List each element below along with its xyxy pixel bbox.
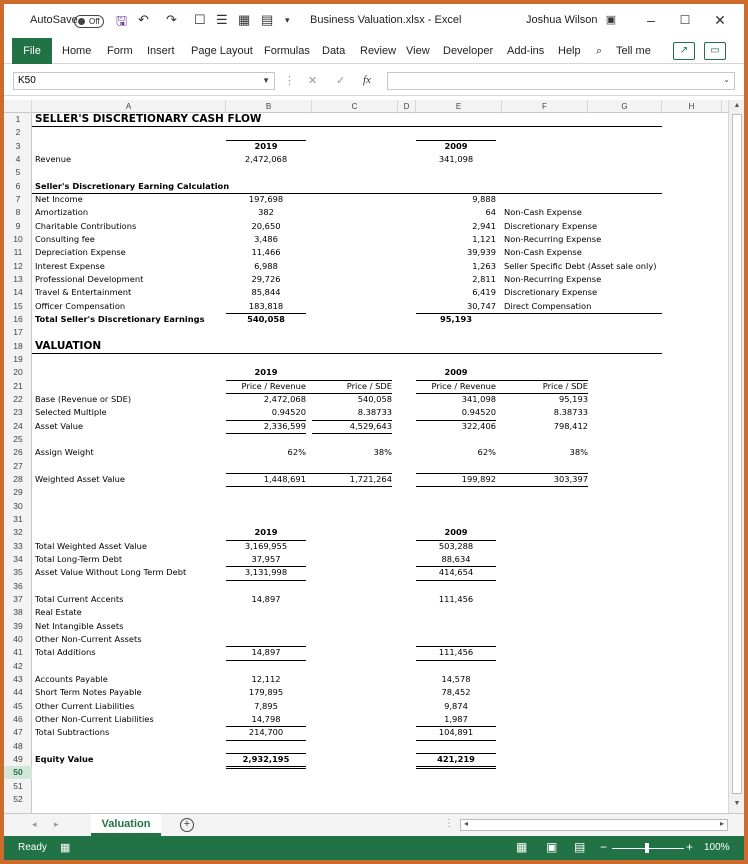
row-header[interactable]: 1 <box>15 114 21 124</box>
tab-page-layout[interactable]: Page Layout <box>191 45 253 57</box>
cell-b[interactable]: 2,472,068 <box>263 393 306 404</box>
cell-border <box>226 433 306 434</box>
undo-icon[interactable]: ↶ <box>138 12 149 27</box>
scroll-thumb[interactable] <box>732 114 742 794</box>
cell-a[interactable]: Other Non-Current Liabilities <box>35 713 154 724</box>
cell-e[interactable]: 64 <box>485 207 496 218</box>
cell-b[interactable]: 2,472,068 <box>244 153 288 164</box>
expense-note[interactable]: Discretionary Expense <box>504 220 598 231</box>
year-header[interactable]: 2009 <box>444 527 468 538</box>
cell-b[interactable]: 197,698 <box>248 193 284 204</box>
section-title[interactable]: SELLER'S DISCRETIONARY CASH FLOW <box>35 113 262 125</box>
cell-border <box>226 580 306 581</box>
cell-border <box>312 420 392 421</box>
row-header[interactable]: 10 <box>13 233 23 244</box>
cancel-icon[interactable]: ✕ <box>308 75 318 87</box>
cell-a[interactable]: Total Seller's Discretionary Earnings <box>35 313 205 324</box>
expense-note[interactable]: Non-Recurring Expense <box>504 273 602 284</box>
cell-b[interactable]: 3,486 <box>254 233 278 244</box>
cell-a[interactable]: Interest Expense <box>35 260 105 271</box>
row-header[interactable]: 17 <box>13 327 23 338</box>
autosave-toggle[interactable]: Off <box>74 15 104 28</box>
zoom-in-icon[interactable]: + <box>686 840 694 854</box>
name-box-value: K50 <box>18 75 36 86</box>
cell-fr[interactable]: 38% <box>569 447 588 458</box>
tab-add-ins[interactable]: Add-ins <box>507 45 545 57</box>
cell-e[interactable]: 414,654 <box>438 567 474 578</box>
row-header[interactable]: 31 <box>13 513 23 524</box>
cell-border <box>416 420 496 421</box>
formula-bar <box>4 64 744 96</box>
cell-c[interactable]: 8.38733 <box>357 407 392 418</box>
cell-e[interactable]: 421,219 <box>437 753 475 764</box>
user-name[interactable]: Joshua Wilson <box>526 14 598 26</box>
cell-b[interactable]: 85,844 <box>251 287 281 298</box>
cell-border <box>226 660 306 661</box>
section-subtitle[interactable]: Seller's Discretionary Earning Calculation <box>35 180 230 191</box>
cell-a[interactable]: Net Intangible Assets <box>35 620 124 631</box>
zoom-level[interactable]: 100% <box>704 842 730 853</box>
minimize-icon[interactable]: – <box>647 12 655 28</box>
cell-b[interactable]: 2,336,599 <box>263 420 306 431</box>
vertical-scrollbar[interactable] <box>728 100 744 813</box>
row-header[interactable]: 41 <box>13 647 23 658</box>
status-bar <box>4 836 744 860</box>
cell-border <box>416 660 496 661</box>
more-icon: ⋮ <box>284 75 295 87</box>
column-header-f[interactable]: F <box>502 100 588 113</box>
sheet-tab-valuation[interactable]: Valuation <box>91 814 161 836</box>
cell-fr[interactable]: 798,412 <box>553 420 588 431</box>
ribbon-tabs <box>4 38 744 64</box>
cell-a[interactable]: Travel & Entertainment <box>35 287 132 298</box>
cell-a[interactable]: Other Non-Current Assets <box>35 633 142 644</box>
expense-note[interactable]: Seller Specific Debt (Asset sale only) <box>504 260 657 271</box>
row-header[interactable]: 42 <box>13 660 23 671</box>
expand-formula-icon[interactable]: ⌄ <box>723 75 730 84</box>
row-header[interactable]: 16 <box>13 313 23 324</box>
expense-note[interactable]: Non-Cash Expense <box>504 247 582 258</box>
row-header[interactable]: 33 <box>13 540 23 551</box>
tab-help[interactable]: Help <box>558 45 581 57</box>
cell-border <box>226 486 392 487</box>
row-header[interactable]: 46 <box>13 713 23 724</box>
row-header[interactable]: 26 <box>13 447 23 458</box>
cell-c[interactable]: Price / SDE <box>346 380 392 391</box>
cell-border <box>416 580 496 581</box>
cell-b[interactable]: Price / Revenue <box>241 380 306 391</box>
scroll-left-icon[interactable]: ◂ <box>464 819 469 828</box>
cell-border <box>416 486 588 487</box>
year-header[interactable]: 2019 <box>254 140 278 151</box>
tab-file[interactable]: File <box>12 38 52 64</box>
row-header[interactable]: 20 <box>13 367 23 378</box>
cell-e[interactable]: 341,098 <box>438 153 474 164</box>
column-header-h[interactable]: H <box>662 100 722 113</box>
zoom-slider-handle[interactable] <box>645 843 649 853</box>
tab-developer[interactable]: Developer <box>443 45 494 57</box>
cell-e[interactable]: 88,634 <box>441 553 471 564</box>
select-all-corner[interactable] <box>4 100 32 113</box>
row-header[interactable]: 49 <box>13 753 23 764</box>
excel-window <box>4 4 744 860</box>
row-header[interactable]: 11 <box>13 247 23 258</box>
page-break-view-icon[interactable]: ▤ <box>574 840 586 854</box>
cell-a[interactable]: Amortization <box>35 207 89 218</box>
cell-e[interactable]: 111,456 <box>438 647 474 658</box>
row-header[interactable]: 23 <box>13 407 23 418</box>
scroll-right-icon[interactable]: ▸ <box>719 819 724 828</box>
table-icon[interactable]: ▦ <box>238 12 251 27</box>
row-header[interactable]: 22 <box>13 393 23 404</box>
row-header[interactable]: 7 <box>15 193 21 204</box>
redo-icon[interactable]: ↷ <box>166 12 177 27</box>
row-header[interactable]: 19 <box>13 353 23 364</box>
cell-c[interactable]: 4,529,643 <box>349 420 392 431</box>
expense-note[interactable]: Non-Cash Expense <box>504 207 582 218</box>
formula-input[interactable] <box>387 72 735 90</box>
column-headers <box>4 100 728 113</box>
row-header[interactable]: 51 <box>13 780 23 791</box>
sheet-tab-bar <box>4 813 744 836</box>
maximize-icon[interactable]: ☐ <box>679 13 691 27</box>
row-header[interactable]: 37 <box>13 593 23 604</box>
row-header[interactable]: 15 <box>13 300 23 311</box>
title-bar <box>4 4 744 38</box>
cell-e[interactable]: 104,891 <box>438 727 474 738</box>
cell-a[interactable]: Charitable Contributions <box>35 220 137 231</box>
cell-border <box>416 766 496 769</box>
cell-border <box>226 566 306 567</box>
autosave-label: AutoSave <box>30 14 78 26</box>
customize-qat-icon[interactable]: ▾ <box>285 15 290 25</box>
row-header[interactable]: 52 <box>13 793 23 804</box>
cell-a[interactable]: Other Current Liabilities <box>35 700 135 711</box>
expense-note[interactable]: Non-Recurring Expense <box>504 233 602 244</box>
cell-b[interactable]: 214,700 <box>248 727 284 738</box>
cell-b[interactable]: 29,726 <box>251 273 281 284</box>
cell-a[interactable]: Base (Revenue or SDE) <box>35 393 132 404</box>
row-header[interactable]: 36 <box>13 580 23 591</box>
tab-view[interactable]: View <box>406 45 430 57</box>
cell-a[interactable]: Total Subtractions <box>35 727 110 738</box>
cell-e[interactable]: 39,939 <box>466 247 496 258</box>
year-header[interactable]: 2019 <box>254 367 278 378</box>
horizontal-scrollbar[interactable] <box>460 819 728 831</box>
cell-b[interactable]: 183,818 <box>248 300 284 311</box>
column-header-d[interactable]: D <box>398 100 416 113</box>
column-header-b[interactable]: B <box>226 100 312 113</box>
year-header[interactable]: 2019 <box>254 527 278 538</box>
cell-b[interactable]: 3,169,955 <box>244 540 288 551</box>
cell-border <box>32 126 662 127</box>
cell-e[interactable]: 2,811 <box>472 273 496 284</box>
cell-e[interactable]: 1,121 <box>472 233 496 244</box>
search-icon[interactable]: ⌕ <box>596 45 603 57</box>
cell-border <box>226 740 306 741</box>
row-header[interactable]: 50 <box>4 766 32 779</box>
cell-b[interactable]: 14,897 <box>251 593 281 604</box>
cell-e[interactable]: 95,193 <box>439 313 473 324</box>
cell-a[interactable]: Total Current Accents <box>35 593 124 604</box>
macro-record-icon[interactable]: ▦ <box>60 842 71 854</box>
cell-fr[interactable]: 8.38733 <box>553 407 588 418</box>
cell-b[interactable]: 20,650 <box>251 220 281 231</box>
cell-border <box>226 420 306 421</box>
cell-a[interactable]: Total Weighted Asset Value <box>35 540 148 551</box>
cell-a[interactable]: Asset Value Without Long Term Debt <box>35 567 187 578</box>
cell-a[interactable]: Weighted Asset Value <box>35 473 126 484</box>
cell-border <box>416 740 496 741</box>
cell-b[interactable]: 12,112 <box>251 673 281 684</box>
cell-e[interactable]: 6,419 <box>472 287 496 298</box>
row-header[interactable]: 39 <box>13 620 23 631</box>
cell-border <box>32 353 662 354</box>
ribbon-display-icon[interactable]: ▣ <box>605 14 617 26</box>
more-icon: ⋮ <box>444 818 454 829</box>
cell-a[interactable]: Depreciation Expense <box>35 247 126 258</box>
worksheet-grid[interactable] <box>4 100 728 813</box>
row-header[interactable]: 5 <box>15 167 21 178</box>
year-header[interactable]: 2009 <box>444 367 468 378</box>
cell-a[interactable]: Net Income <box>35 193 83 204</box>
cell-border <box>226 140 306 141</box>
cell-a[interactable]: Revenue <box>35 153 72 164</box>
next-sheet-icon[interactable]: ▸ <box>54 819 59 829</box>
row-header[interactable]: 47 <box>13 727 23 738</box>
row-header[interactable]: 27 <box>13 460 23 471</box>
cell-b[interactable]: 2,932,195 <box>242 753 290 764</box>
cell-a[interactable]: Assign Weight <box>35 447 94 458</box>
cell-a[interactable]: Professional Development <box>35 273 144 284</box>
cell-a[interactable]: Consulting fee <box>35 233 95 244</box>
cell-c[interactable]: 1,721,264 <box>349 473 392 484</box>
cell-border <box>226 766 306 769</box>
row-header[interactable]: 32 <box>13 527 23 538</box>
row-headers <box>4 113 32 813</box>
cell-b[interactable]: 0.94520 <box>271 407 306 418</box>
cell-b[interactable]: 6,988 <box>254 260 278 271</box>
add-sheet-icon[interactable]: + <box>180 818 194 832</box>
cell-b[interactable]: 14,897 <box>251 647 281 658</box>
row-header[interactable]: 24 <box>13 420 23 431</box>
tab-data[interactable]: Data <box>322 45 346 57</box>
cell-a[interactable]: Accounts Payable <box>35 673 108 684</box>
zoom-out-icon[interactable]: − <box>600 840 608 854</box>
cell-a[interactable]: Asset Value <box>35 420 84 431</box>
cell-a[interactable]: Total Additions <box>35 647 96 658</box>
cell-b[interactable]: 14,798 <box>251 713 281 724</box>
row-header[interactable]: 28 <box>13 473 23 484</box>
cell-e[interactable]: 1,263 <box>472 260 496 271</box>
cell-border <box>416 566 496 567</box>
cell-e[interactable]: 111,456 <box>438 593 474 604</box>
row-header[interactable]: 44 <box>13 687 23 698</box>
row-header[interactable]: 9 <box>15 220 21 231</box>
cell-e[interactable]: 62% <box>477 447 496 458</box>
column-header-a[interactable]: A <box>32 100 226 113</box>
cell-area[interactable] <box>32 113 728 813</box>
cell-e[interactable]: 9,888 <box>472 193 496 204</box>
cell-e[interactable]: 503,288 <box>438 540 474 551</box>
cell-e[interactable]: Price / Revenue <box>431 380 496 391</box>
status-ready: Ready <box>18 842 47 853</box>
cell-e[interactable]: 30,747 <box>466 300 496 311</box>
row-header[interactable]: 45 <box>13 700 23 711</box>
cell-fr[interactable]: 95,193 <box>558 393 588 404</box>
save-icon[interactable]: 🖫 <box>116 13 128 28</box>
column-header-g[interactable]: G <box>588 100 662 113</box>
cell-b[interactable]: 11,466 <box>251 247 281 258</box>
row-header[interactable]: 43 <box>13 673 23 684</box>
cell-b[interactable]: 1,448,691 <box>263 473 306 484</box>
cell-e[interactable]: 2,941 <box>472 220 496 231</box>
row-header[interactable]: 35 <box>13 567 23 578</box>
tell-me[interactable]: Tell me <box>616 45 651 57</box>
cell-a[interactable]: Equity Value <box>35 753 94 764</box>
enter-icon[interactable]: ✓ <box>336 75 346 87</box>
row-header[interactable]: 34 <box>13 553 23 564</box>
cell-b[interactable]: 7,895 <box>254 700 278 711</box>
cell-e[interactable]: 0.94520 <box>461 407 496 418</box>
cell-border <box>312 433 392 434</box>
cell-e[interactable]: 78,452 <box>441 687 471 698</box>
prev-sheet-icon[interactable]: ◂ <box>32 819 37 829</box>
cell-e[interactable]: 1,987 <box>444 713 468 724</box>
cell-c[interactable]: 540,058 <box>357 393 392 404</box>
row-header[interactable]: 4 <box>15 153 21 164</box>
expense-note[interactable]: Discretionary Expense <box>504 287 598 298</box>
tab-home[interactable]: Home <box>62 45 92 57</box>
share-icon[interactable]: ↗ <box>673 42 695 60</box>
cell-c[interactable]: 38% <box>373 447 392 458</box>
section-title[interactable]: VALUATION <box>35 339 102 352</box>
row-header[interactable]: 14 <box>13 287 23 298</box>
cell-fr[interactable]: 303,397 <box>553 473 588 484</box>
form-icon[interactable]: ▤ <box>261 12 274 27</box>
sort-icon[interactable]: ☰ <box>216 12 228 27</box>
cell-b[interactable]: 179,895 <box>248 687 284 698</box>
tab-form[interactable]: Form <box>107 45 133 57</box>
row-header[interactable]: 12 <box>13 260 23 271</box>
scroll-up-icon[interactable]: ▲ <box>733 102 741 109</box>
name-box[interactable] <box>13 72 275 90</box>
row-header[interactable]: 38 <box>13 607 23 618</box>
cell-a[interactable]: Real Estate <box>35 607 82 618</box>
cell-e[interactable]: 199,892 <box>461 473 496 484</box>
document-title: Business Valuation.xlsx - Excel <box>310 14 462 26</box>
row-header[interactable]: 30 <box>13 500 23 511</box>
row-header[interactable]: 18 <box>13 340 23 351</box>
scroll-down-icon[interactable]: ▼ <box>733 800 741 807</box>
row-header[interactable]: 21 <box>13 380 23 391</box>
close-icon[interactable]: ✕ <box>714 12 726 28</box>
normal-view-icon[interactable]: ▦ <box>516 840 528 854</box>
cell-fr[interactable]: Price / SDE <box>542 380 588 391</box>
row-header[interactable]: 3 <box>15 140 21 151</box>
row-header[interactable]: 25 <box>13 433 23 444</box>
row-header[interactable]: 48 <box>13 740 23 751</box>
column-header-c[interactable]: C <box>312 100 398 113</box>
cell-e[interactable]: 14,578 <box>441 673 471 684</box>
row-header[interactable]: 40 <box>13 633 23 644</box>
cell-border <box>416 140 496 141</box>
cell-a[interactable]: Officer Compensation <box>35 300 126 311</box>
row-header[interactable]: 13 <box>13 273 23 284</box>
comments-icon[interactable]: ▭ <box>704 42 726 60</box>
cell-b[interactable]: 3,131,998 <box>244 567 288 578</box>
cell-e[interactable]: 341,098 <box>461 393 496 404</box>
cell-e[interactable]: 322,406 <box>461 420 496 431</box>
chevron-down-icon[interactable]: ▼ <box>262 76 270 85</box>
cell-b[interactable]: 540,058 <box>247 313 285 324</box>
tab-review[interactable]: Review <box>360 45 397 57</box>
year-header[interactable]: 2009 <box>444 140 468 151</box>
cell-e[interactable]: 9,874 <box>444 700 468 711</box>
page-layout-view-icon[interactable]: ▣ <box>546 840 558 854</box>
cell-a[interactable]: Short Term Notes Payable <box>35 687 142 698</box>
cell-b[interactable]: 62% <box>287 447 306 458</box>
tab-formulas[interactable]: Formulas <box>264 45 310 57</box>
row-header[interactable]: 8 <box>15 207 21 218</box>
cell-a[interactable]: Total Long-Term Debt <box>35 553 123 564</box>
tab-insert[interactable]: Insert <box>147 45 175 57</box>
comment-icon[interactable]: ☐ <box>194 12 206 27</box>
column-header-e[interactable]: E <box>416 100 502 113</box>
cell-b[interactable]: 382 <box>258 207 274 218</box>
row-header[interactable]: 6 <box>15 180 21 191</box>
insert-function-icon[interactable]: fx <box>363 74 371 86</box>
expense-note[interactable]: Direct Compensation <box>504 300 592 311</box>
row-header[interactable]: 29 <box>13 487 23 498</box>
row-header[interactable]: 2 <box>15 127 21 138</box>
cell-a[interactable]: Selected Multiple <box>35 407 107 418</box>
cell-b[interactable]: 37,957 <box>251 553 281 564</box>
